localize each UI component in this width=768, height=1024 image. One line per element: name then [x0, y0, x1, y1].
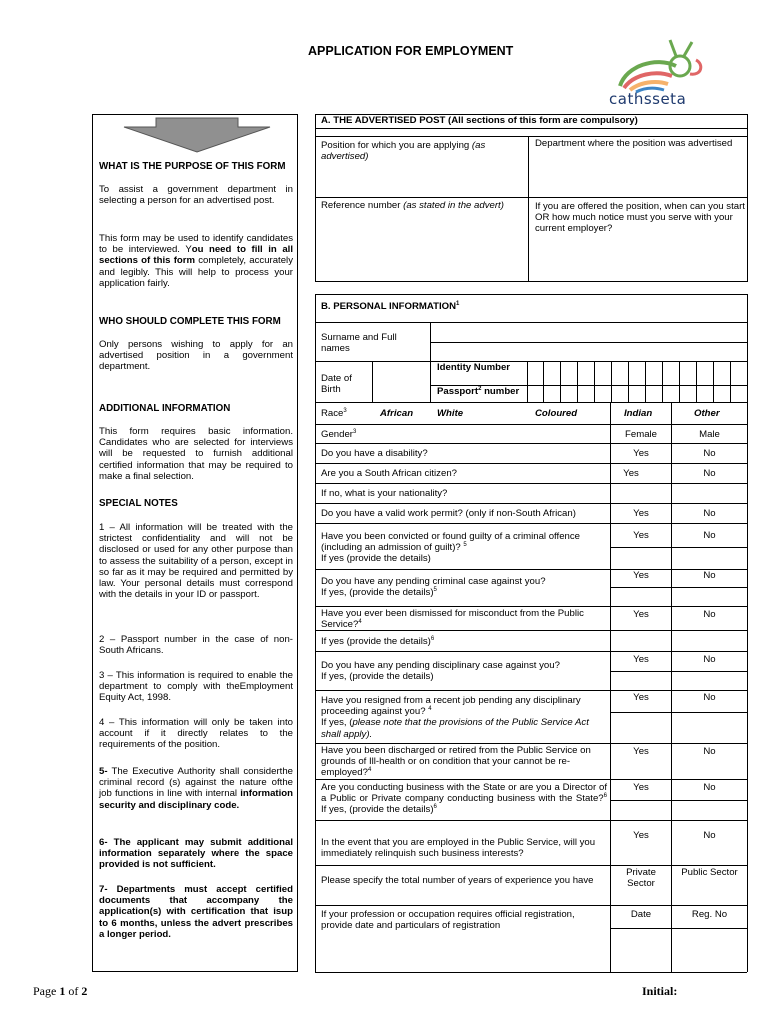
- pending-disciplinary-yes[interactable]: Yes: [633, 654, 649, 665]
- q-nationality: If no, what is your nationality?: [321, 488, 448, 499]
- business-yes[interactable]: Yes: [633, 782, 649, 793]
- q-relinquish: In the event that you are employed in the Public Service, will you immediately relinquish such business interests?: [321, 837, 596, 860]
- relinquish-yes[interactable]: Yes: [633, 830, 649, 841]
- convicted-yes[interactable]: Yes: [633, 530, 649, 541]
- q-convicted: Have you been convicted or found guilty of a criminal offence (including an admission of guilt)? $^5$ If yes (provide the details): [321, 531, 581, 565]
- purpose-heading: WHAT IS THE PURPOSE OF THIS FORM: [99, 161, 286, 172]
- page-indicator: Page 1 of 2: [33, 984, 88, 998]
- position-field[interactable]: Position for which you are applying (as advertised): [321, 140, 486, 163]
- work-permit-no[interactable]: No: [703, 508, 716, 519]
- registration-date-label[interactable]: Date: [630, 909, 652, 920]
- q-citizen: Are you a South African citizen?: [321, 468, 457, 479]
- passport-label: Passport$^2$ number: [437, 385, 520, 397]
- disability-yes[interactable]: Yes: [633, 448, 649, 459]
- section-b-heading: B. PERSONAL INFORMATION$^1$: [321, 300, 460, 312]
- note-2: 2 – Passport number in the case of non-South Africans.: [99, 634, 293, 657]
- business-no[interactable]: No: [703, 782, 716, 793]
- pending-disciplinary-no[interactable]: No: [703, 654, 716, 665]
- work-permit-yes[interactable]: Yes: [633, 508, 649, 519]
- gender-label: Gender$^3$: [321, 428, 357, 440]
- additional-text: This form requires basic information. Candidates who are selected for interviews will be requested to furnish additional certified information that may be required to make a final selection.: [99, 426, 293, 482]
- gender-male[interactable]: Male: [699, 429, 720, 440]
- q-disability: Do you have a disability?: [321, 448, 428, 459]
- citizen-no[interactable]: No: [703, 468, 716, 479]
- q-work-permit: Do you have a valid work permit? (only if non-South African): [321, 508, 576, 519]
- dismissed-yes[interactable]: Yes: [633, 609, 649, 620]
- discharged-yes[interactable]: Yes: [633, 746, 649, 757]
- race-label: Race$^3$: [321, 407, 347, 419]
- q-discharged: Have you been discharged or retired from the Public Service on grounds of Ill-health or on condition that your cannot be re-employed?$^4$: [321, 745, 591, 779]
- note-7: 7- Departments must accept certified documents that accompany the application(s) with certification that isup to 6 months, unless the advert prescribes a longer period.: [99, 884, 293, 940]
- q-business: Are you conducting business with the State or are you a Director of a Public or Private company conducting business with the State?$^6$ If yes, (provide the details)$^6$: [321, 782, 607, 816]
- race-other[interactable]: Other: [694, 408, 720, 419]
- id-number-label: Identity Number: [437, 362, 511, 373]
- q-experience: Please specify the total number of years of experience you have: [321, 875, 594, 886]
- public-sector-label[interactable]: Public Sector: [681, 867, 738, 878]
- disability-no[interactable]: No: [703, 448, 716, 459]
- note-6: 6- The applicant may submit additional information separately where the space provided is not sufficient.: [99, 837, 293, 871]
- additional-heading: ADDITIONAL INFORMATION: [99, 403, 231, 414]
- down-arrow-icon: [120, 117, 274, 153]
- reference-field[interactable]: Reference number (as stated in the advert): [321, 200, 504, 211]
- convicted-no[interactable]: No: [703, 530, 716, 541]
- relinquish-no[interactable]: No: [703, 830, 716, 841]
- dismissed-no[interactable]: No: [703, 609, 716, 620]
- special-notes-heading: SPECIAL NOTES: [99, 498, 178, 509]
- note-3: 3 – This information is required to enable the department to comply with theEmployment Equity Act, 1998.: [99, 670, 294, 704]
- q-registration: If your profession or occupation requires official registration, provide date and particulars of registration: [321, 909, 575, 932]
- resigned-yes[interactable]: Yes: [633, 692, 649, 703]
- q-dismissed: Have you ever been dismissed for misconduct from the Public Service?$^4$: [321, 608, 584, 631]
- race-indian[interactable]: Indian: [624, 408, 653, 419]
- note-4: 4 – This information will only be taken into account if it directly relates to the requirements of the position.: [99, 717, 293, 751]
- initial-label: Initial:: [642, 984, 678, 998]
- form-title: APPLICATION FOR EMPLOYMENT: [308, 44, 514, 58]
- race-african[interactable]: African: [380, 408, 414, 419]
- department-field[interactable]: Department where the position was advertised: [535, 138, 733, 149]
- citizen-yes[interactable]: Yes: [623, 468, 639, 479]
- pending-criminal-yes[interactable]: Yes: [633, 570, 649, 581]
- surname-label: Surname and Full names: [321, 332, 397, 355]
- q-pending-criminal: Do you have any pending criminal case against you? If yes, (provide the details)$^5$: [321, 576, 546, 599]
- note-5: 5- The Executive Authority shall considerthe criminal record (s) against the nature ofthe job functions in line with internal information security and disciplinary code.: [99, 766, 293, 811]
- section-a-heading: A. THE ADVERTISED POST (All sections of this form are compulsory): [321, 115, 638, 126]
- who-heading: WHO SHOULD COMPLETE THIS FORM: [99, 316, 281, 327]
- who-text: Only persons wishing to apply for an advertised position in a government department.: [99, 339, 293, 373]
- dob-label: Date of Birth: [321, 373, 352, 396]
- q-pending-disciplinary: Do you have any pending disciplinary case against you? If yes, (provide the details): [321, 660, 560, 683]
- q-dismissed-details: If yes (provide the details)$^6$: [321, 635, 435, 647]
- private-sector-label[interactable]: Private Sector: [626, 867, 656, 890]
- note-1: 1 – All information will be treated with the strictest confidentiality and will not be disclosed or used for any other purpose than to assess the suitability of a person, except in so far as it may be required and permitted by law. Your personal details must correspond with the details in your ID or passport.: [99, 522, 293, 601]
- race-white[interactable]: White: [437, 408, 464, 419]
- notice-field[interactable]: If you are offered the position, when can you start OR how much notice must you serve with your current employer?: [535, 201, 745, 235]
- race-coloured[interactable]: Coloured: [535, 408, 578, 419]
- purpose-text: To assist a government department in selecting a person for an advertised post.: [99, 184, 293, 207]
- pending-criminal-no[interactable]: No: [703, 570, 716, 581]
- gender-female[interactable]: Female: [625, 429, 657, 440]
- registration-number-label[interactable]: Reg. No: [691, 909, 728, 920]
- resigned-no[interactable]: No: [703, 692, 716, 703]
- logo-text: cathsseta: [609, 90, 687, 108]
- discharged-no[interactable]: No: [703, 746, 716, 757]
- usage-text: This form may be used to identify candidates to be interviewed. You need to fill in all sections of this form completely, accurately and legibly. This will help to process your application fairly.: [99, 233, 293, 289]
- q-resigned: Have you resigned from a recent job pending any disciplinary proceeding against you? $^4$ If yes, (please note that the provisions of the Public Service Act shall apply).: [321, 695, 589, 740]
